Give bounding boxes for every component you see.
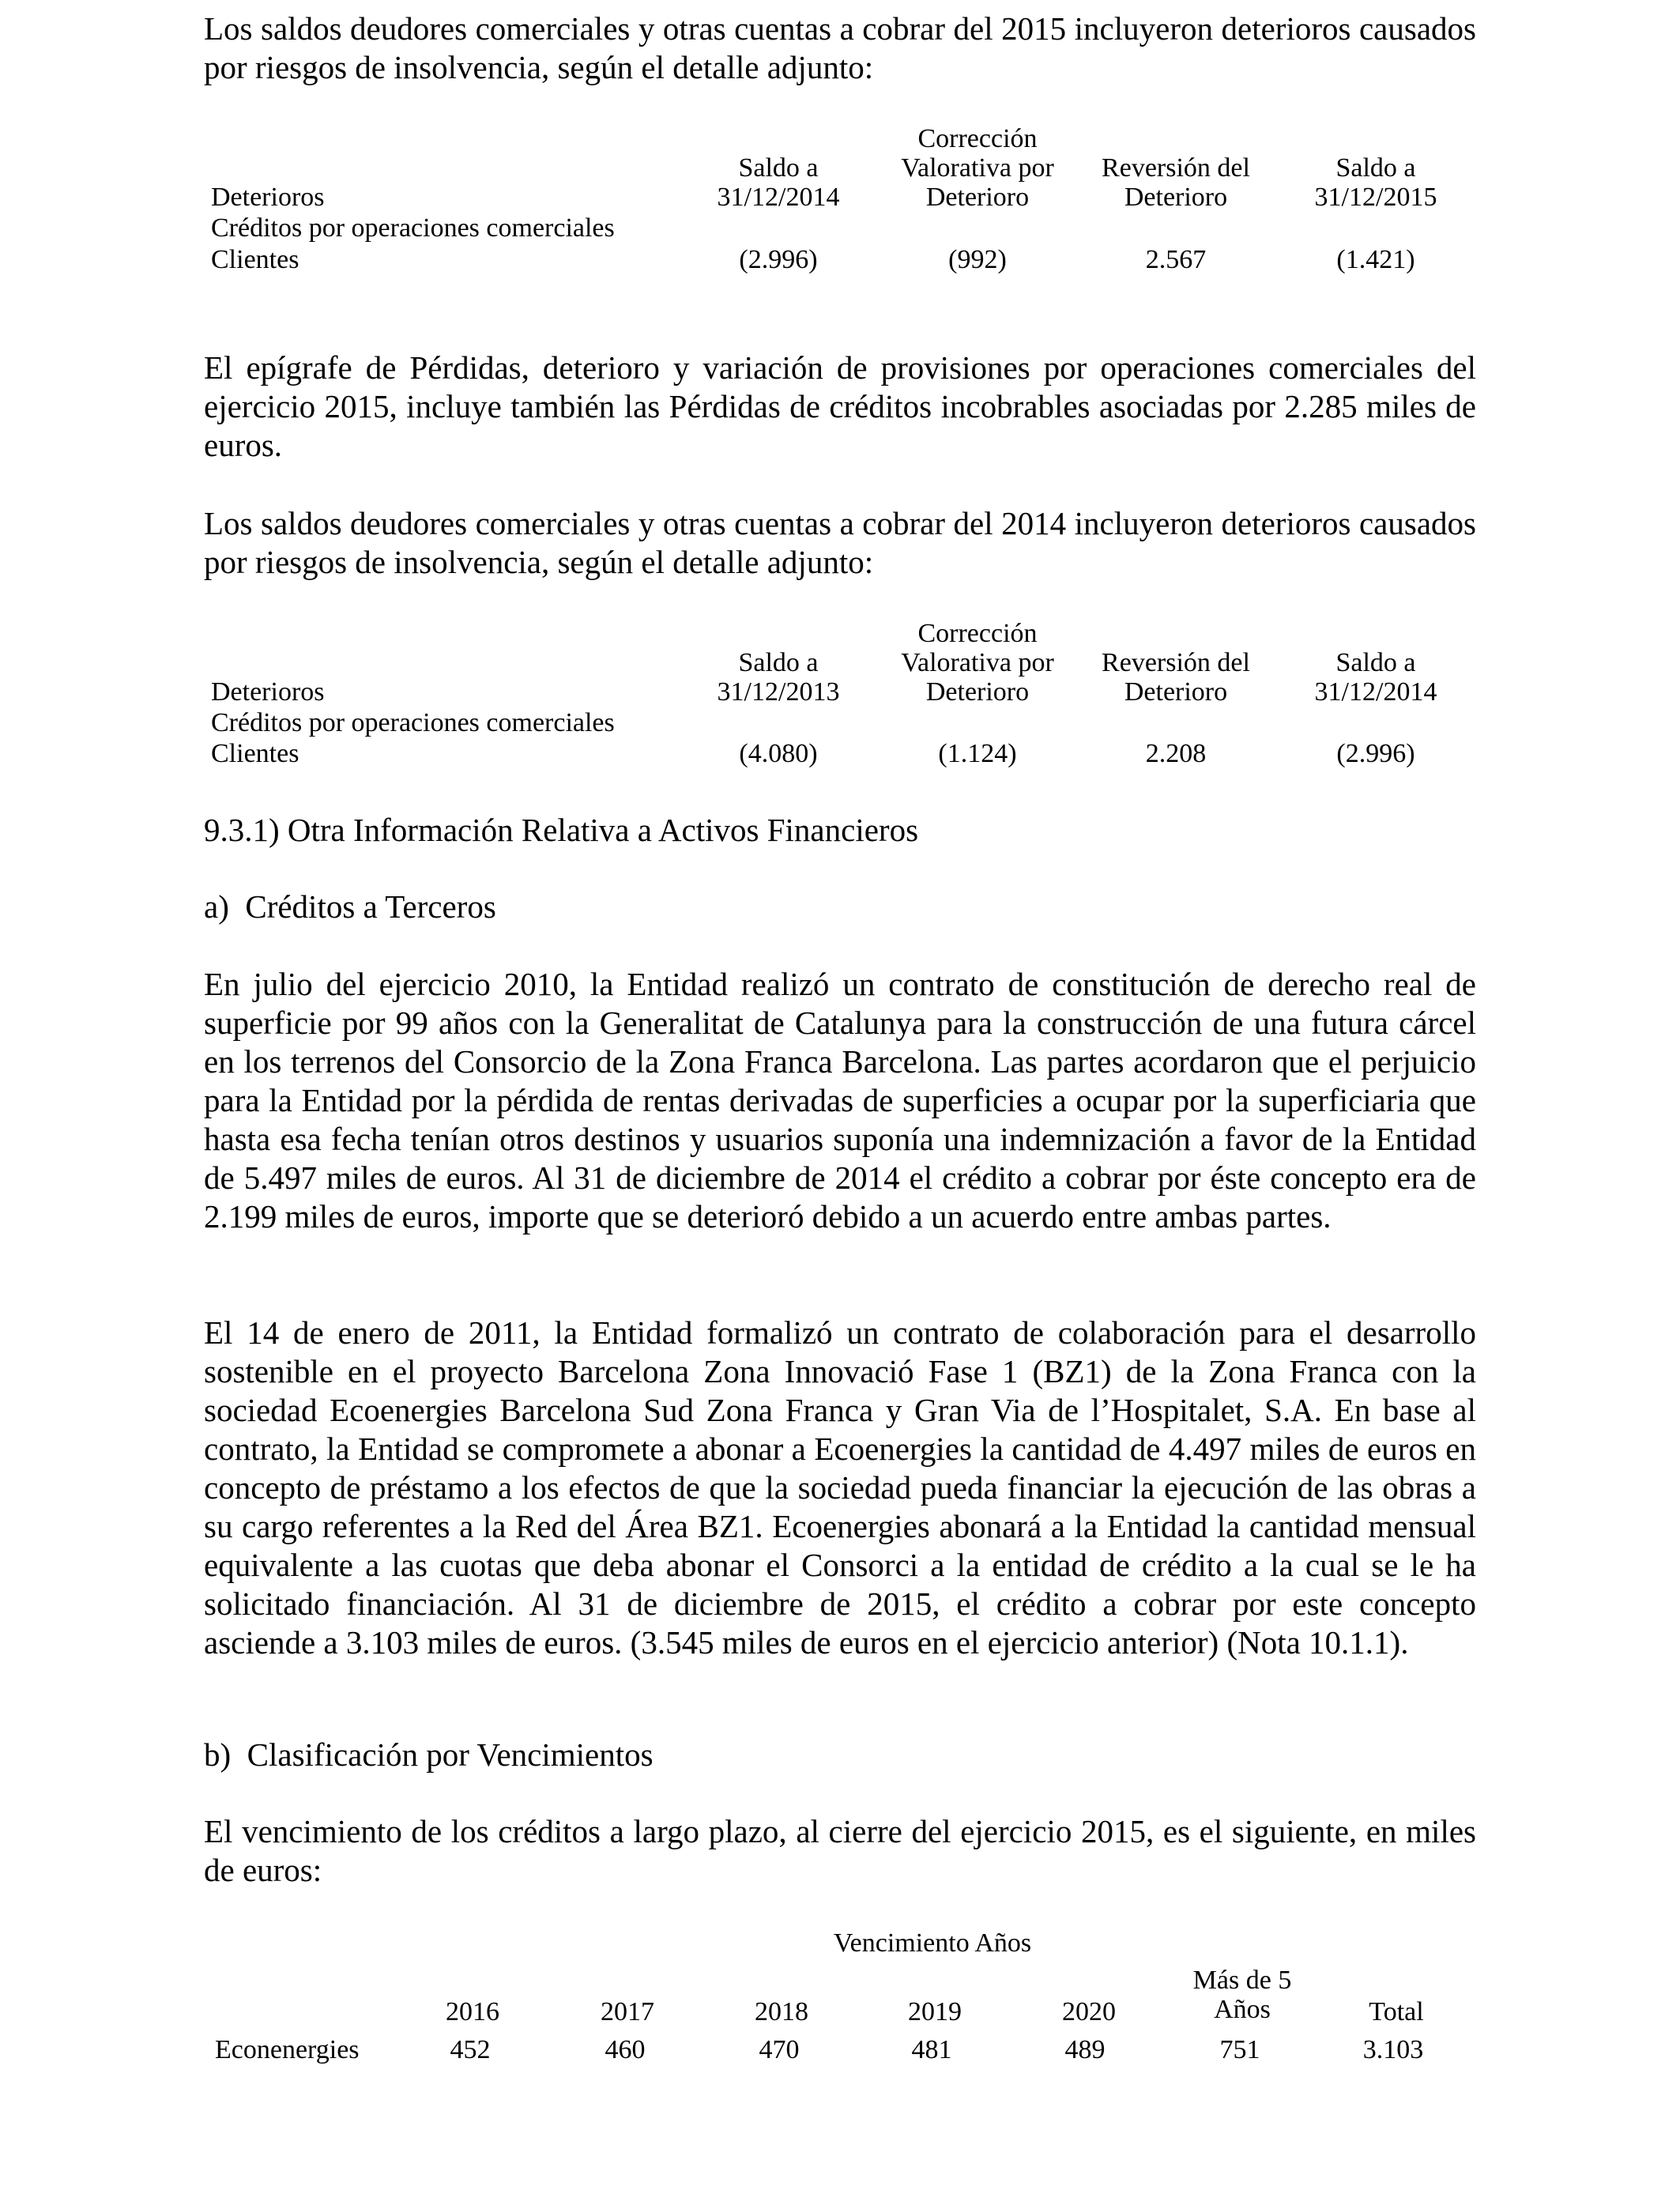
paragraph-vencimiento-intro: El vencimiento de los créditos a largo plazo, al cierre del ejercicio 2015, es el siguiente, en miles de euros: — [204, 1813, 1476, 1888]
header-col-4: Saldo a 31/12/2015 — [1314, 153, 1437, 212]
paragraph-derecho-superficie: En julio del ejercicio 2010, la Entidad realizó un contrato de constitución de derecho real de superficie por 99 años con la Generalitat de Catalunya para la construcción de una futura cárcel en los terrenos del Consorcio de la Zona Franca Barcelona. Las partes acordaron que el perjuicio para la Entidad por la pérdida de rentas derivadas de superficies a ocupar por la superficiaria que hasta esa fecha tenían otros destinos y usuarios suponía una indemnización a favor de la Entidad de 5.497 miles de euros. Al 31 de diciembre de 2014 el crédito a cobrar por éste concepto era de 2.199 miles de euros, importe que se deterioró debido a un acuerdo entre ambas partes. — [204, 966, 1476, 1235]
header-2016: 2016 — [446, 1997, 499, 2026]
value-col-1: (4.080) — [739, 739, 818, 768]
header-col-4: Saldo a 31/12/2014 — [1314, 648, 1437, 707]
row-label-clientes: Clientes — [211, 739, 299, 768]
paragraph-ecoenergies: El 14 de enero de 2011, la Entidad formalizó un contrato de colaboración para el desarrollo sostenible en el proyecto Barcelona Zona Innovació Fase 1 (BZ1) de la Zona Franca con la sociedad Ecoenergies Barcelona Sud Zona Franca y Gran Via de l’Hospitalet, S.A. En base al contrato, la Entidad se compromete a abonar a Ecoenergies la cantidad de 4.497 miles de euros en concepto de préstamo a los efectos de que la sociedad pueda financiar la ejecución de las obras a su cargo referentes a la Red del Área BZ1. Ecoenergies abonará a la Entidad la cantidad mensual equivalente a las cuotas que deba abonar el Consorci a la entidad de crédito a la cual se le ha solicitado financiación. Al 31 de diciembre de 2015, el crédito a cobrar por este concepto asciende a 3.103 miles de euros. (3.545 miles de euros en el ejercicio anterior) (Nota 10.1.1). — [204, 1314, 1476, 1661]
value-col-3: 2.208 — [1145, 739, 1207, 768]
intro-paragraph-2015: Los saldos deudores comerciales y otras cuentas a cobrar del 2015 incluyeron deterioros causados por riesgos de insolvencia, según el detalle adjunto: — [204, 10, 1476, 85]
header-col-3: Reversión del Deterioro — [1102, 648, 1250, 707]
header-col-2: Corrección Valorativa por Deterioro — [901, 124, 1054, 212]
value-2017: 460 — [605, 2035, 646, 2064]
row-label-econenergies: Econenergies — [215, 2035, 360, 2064]
section-heading-9-3-1: 9.3.1) Otra Información Relativa a Activos Financieros — [204, 812, 919, 848]
subheading-vencimientos: b) Clasificación por Vencimientos — [204, 1736, 654, 1773]
group-label: Créditos por operaciones comerciales — [211, 213, 615, 243]
value-col-4: (1.421) — [1336, 245, 1415, 274]
header-2019: 2019 — [908, 1997, 962, 2026]
header-mas-de-5: Más de 5 Años — [1192, 1966, 1292, 2024]
value-col-2: (992) — [948, 245, 1007, 274]
value-2019: 481 — [911, 2035, 952, 2064]
value-2016: 452 — [450, 2035, 491, 2064]
value-col-2: (1.124) — [938, 739, 1017, 768]
value-mas-de-5: 751 — [1219, 2035, 1260, 2064]
header-col-1: Saldo a 31/12/2014 — [717, 153, 840, 212]
value-total: 3.103 — [1362, 2035, 1424, 2064]
maturity-title: Vencimiento Años — [833, 1928, 1032, 1958]
header-2020: 2020 — [1062, 1997, 1116, 2026]
header-col-3: Reversión del Deterioro — [1102, 153, 1250, 212]
value-2020: 489 — [1064, 2035, 1106, 2064]
value-col-3: 2.567 — [1145, 245, 1207, 274]
value-2018: 470 — [759, 2035, 800, 2064]
header-2018: 2018 — [755, 1997, 808, 2026]
header-total: Total — [1369, 1997, 1424, 2026]
header-2017: 2017 — [601, 1997, 654, 2026]
group-label: Créditos por operaciones comerciales — [211, 708, 615, 737]
intro-paragraph-2014: Los saldos deudores comerciales y otras cuentas a cobrar del 2014 incluyeron deterioros causados por riesgos de insolvencia, según el detalle adjunto: — [204, 505, 1476, 580]
losses-paragraph: El epígrafe de Pérdidas, deterioro y variación de provisiones por operaciones comerciales del ejercicio 2015, incluye también las Pérdidas de créditos incobrables asociadas por 2.285 miles de euros. — [204, 349, 1476, 463]
row-label-clientes: Clientes — [211, 245, 299, 274]
value-col-4: (2.996) — [1336, 739, 1415, 768]
row-header-label: Deterioros — [211, 677, 325, 707]
row-header-label: Deterioros — [211, 183, 325, 212]
value-col-1: (2.996) — [739, 245, 818, 274]
subheading-creditos-terceros: a) Créditos a Terceros — [204, 888, 496, 925]
header-col-1: Saldo a 31/12/2013 — [717, 648, 840, 707]
header-col-2: Corrección Valorativa por Deterioro — [901, 619, 1054, 707]
